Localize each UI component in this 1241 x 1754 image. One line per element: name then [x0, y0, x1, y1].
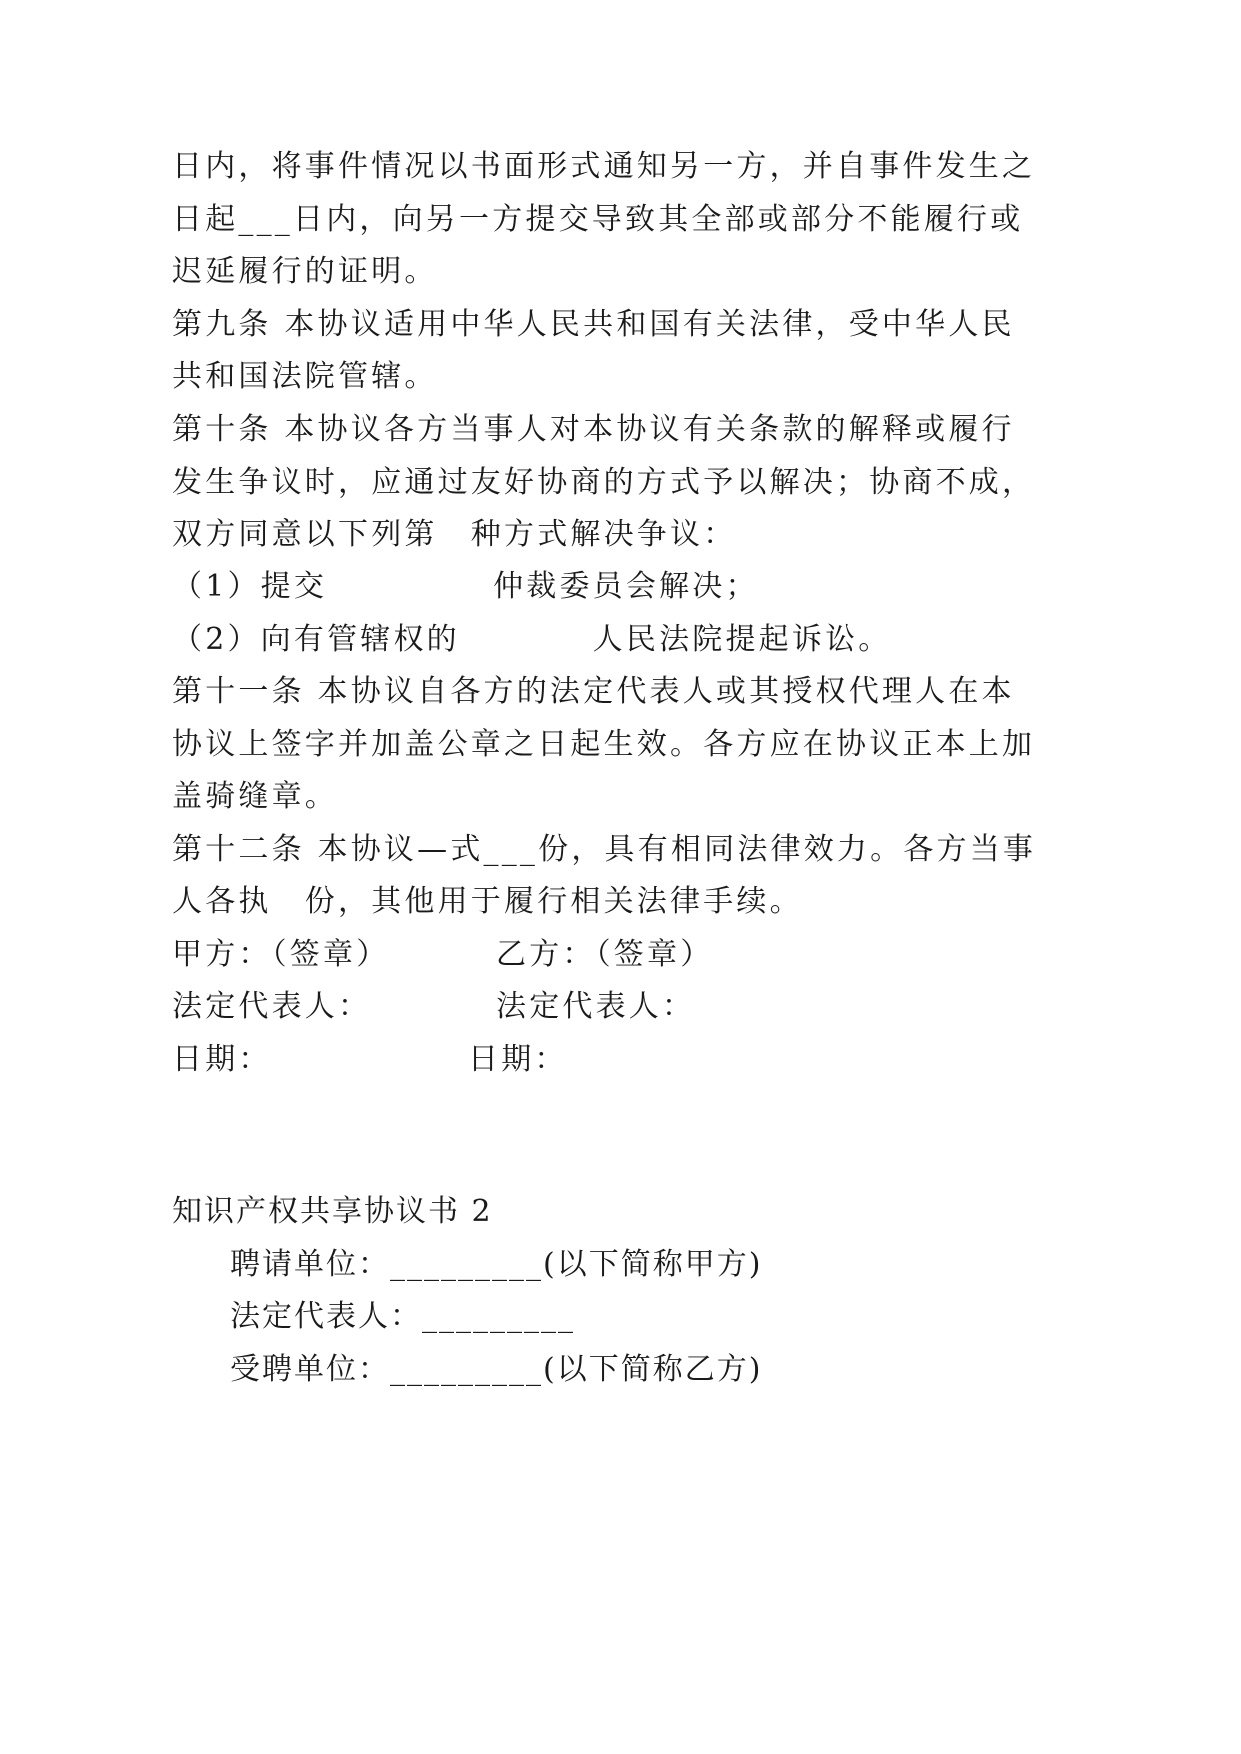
- body-line: 双方同意以下列第 种方式解决争议：: [172, 517, 737, 552]
- clause-10: 第十条 本协议各方当事人对本协议有关条款的解释或履行: [172, 412, 1015, 447]
- body-line: 日内，将事件情况以书面形式通知另一方，并自事件发生之: [172, 149, 1036, 184]
- body-line: 发生争议时，应通过友好协商的方式予以解决；协商不成，: [172, 465, 1036, 500]
- legal-rep-line: 法定代表人：_________: [230, 1299, 575, 1334]
- party-a-date: 日期：: [172, 1042, 272, 1077]
- body-line: 共和国法院管辖。: [172, 359, 438, 394]
- party-b-date: 日期：: [468, 1042, 568, 1077]
- body-line: 迟延履行的证明。: [172, 254, 438, 289]
- party-b-seal: 乙方：（签章）: [496, 937, 714, 972]
- party-a-seal: 甲方：（签章）: [172, 937, 390, 972]
- body-line: 人各执 份，其他用于履行相关法律手续。: [172, 884, 803, 919]
- hired-unit-line: 受聘单位：_________(以下简称乙方): [230, 1352, 763, 1387]
- option-1: （1）提交 仲裁委员会解决；: [172, 569, 759, 604]
- clause-12: 第十二条 本协议—式___份，具有相同法律效力。各方当事: [172, 832, 1037, 867]
- party-a-representative: 法定代表人：: [172, 989, 372, 1024]
- party-b-representative: 法定代表人：: [496, 989, 696, 1024]
- option-2: （2）向有管辖权的 人民法院提起诉讼。: [172, 622, 892, 657]
- second-agreement-title: 知识产权共享协议书 2: [172, 1194, 493, 1229]
- body-line: 日起___日内，向另一方提交导致其全部或部分不能履行或: [172, 202, 1024, 237]
- clause-9: 第九条 本协议适用中华人民共和国有关法律，受中华人民: [172, 307, 1015, 342]
- clause-11: 第十一条 本协议自各方的法定代表人或其授权代理人在本: [172, 674, 1015, 709]
- body-line: 协议上签字并加盖公章之日起生效。各方应在协议正本上加: [172, 727, 1036, 762]
- body-line: 盖骑缝章。: [172, 779, 338, 814]
- hiring-unit-line: 聘请单位：_________(以下简称甲方): [230, 1247, 763, 1282]
